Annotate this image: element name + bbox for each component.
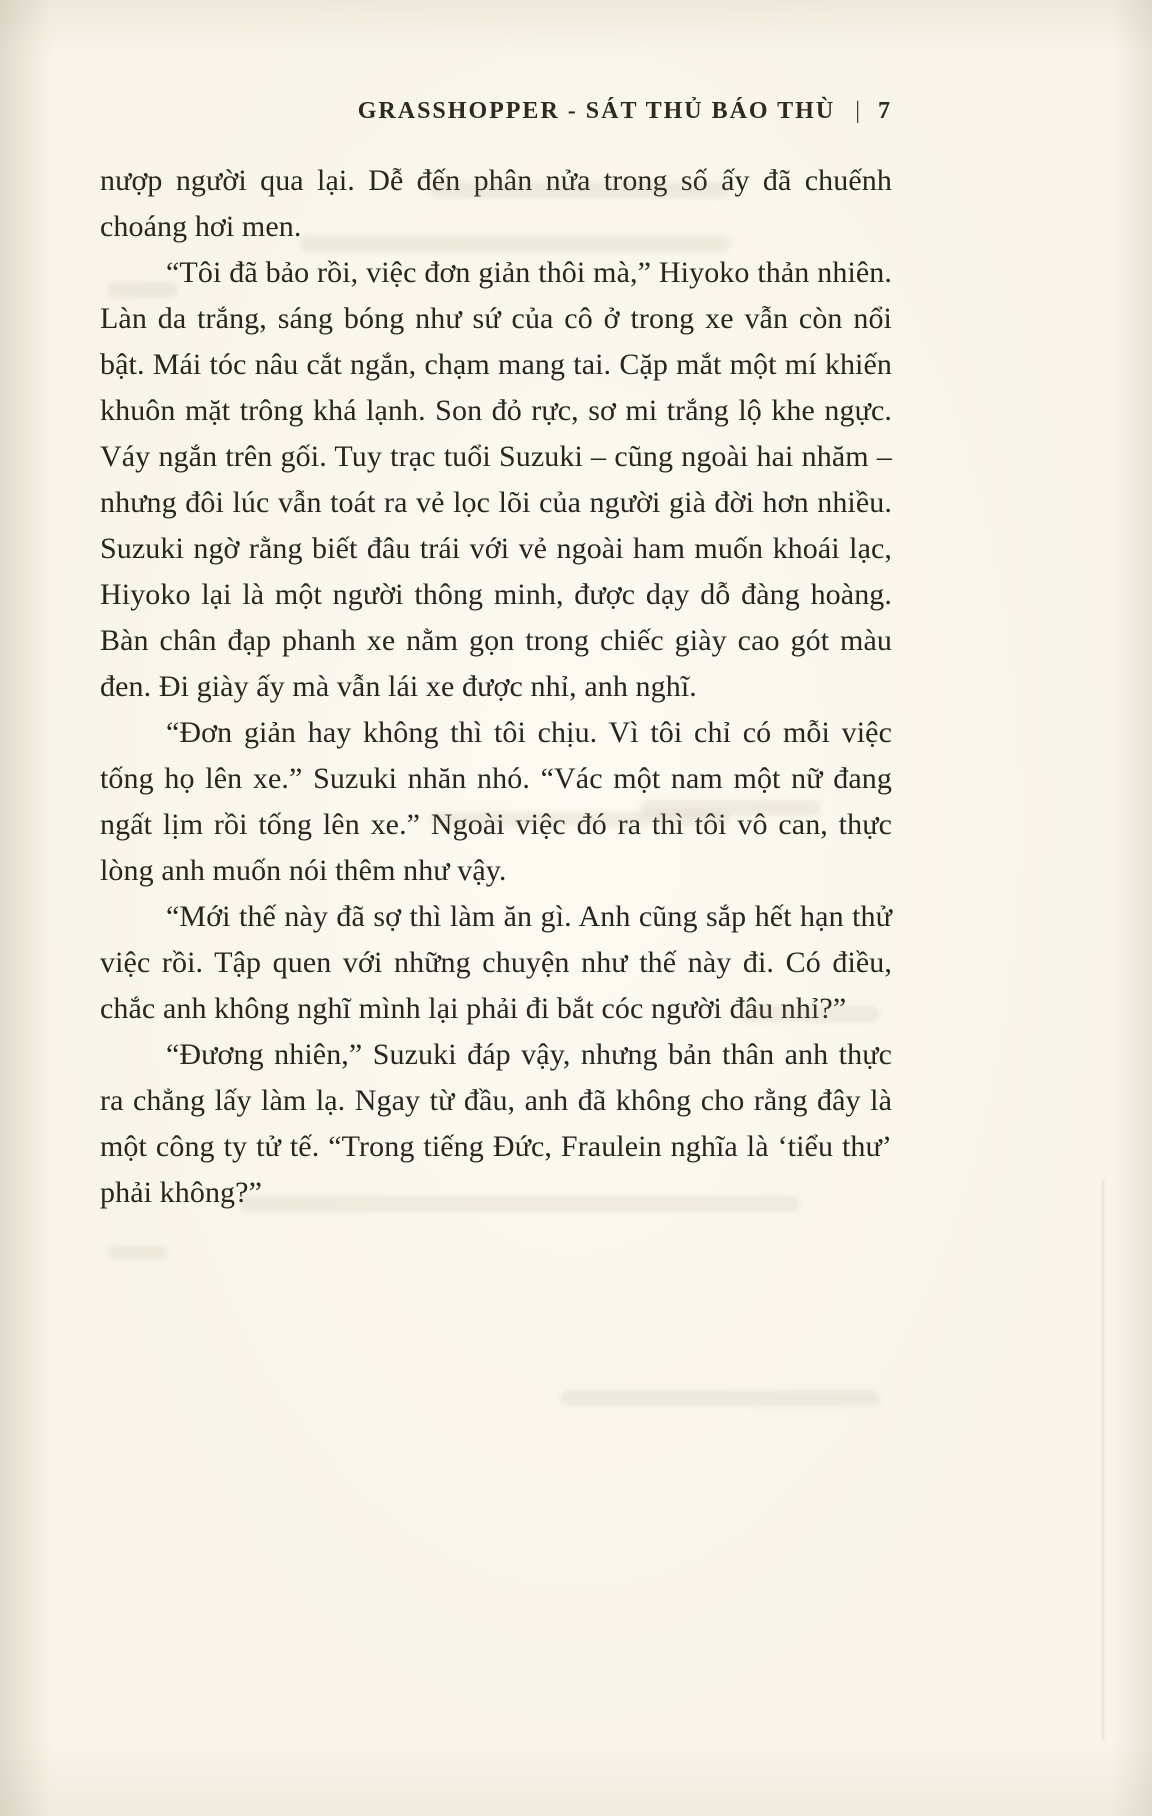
body-paragraph: “Tôi đã bảo rồi, việc đơn giản thôi mà,” Hiyoko thản nhiên. Làn da trắng, sáng bóng như sứ của cô ở trong xe vẫn còn nổi bật. Mái tóc nâu cắt ngắn, chạm mang tai. Cặp mắt một mí khiến khuôn mặt trông khá lạnh. Son đỏ rực, sơ mi trắng lộ khe ngực. Váy ngắn trên gối. Tuy trạc tuổi Suzuki – cũng ngoài hai nhăm – nhưng đôi lúc vẫn toát ra vẻ lọc lõi của người già đời hơn nhiều. Suzuki ngờ rằng biết đâu trái với vẻ ngoài ham muốn khoái lạc, Hiyoko lại là một người thông minh, được dạy dỗ đàng hoàng. Bàn chân đạp phanh xe nằm gọn trong chiếc giày cao gót màu đen. Đi giày ấy mà vẫn lái xe được nhỉ, anh nghĩ. (100, 256, 892, 703)
body-paragraph: “Đơn giản hay không thì tôi chịu. Vì tôi chỉ có mỗi việc tống họ lên xe.” Suzuki nhăn nhó. “Vác một nam một nữ đang ngất lịm rồi tống lên xe.” Ngoài việc đó ra thì tôi vô can, thực lòng anh muốn nói thêm như vậy. (100, 716, 892, 887)
body-text-block (100, 158, 892, 1216)
body-paragraph: nượp người qua lại. Dễ đến phân nửa trong số ấy đã chuếnh choáng hơi men. (100, 164, 892, 243)
bleed-through-artifact (560, 1390, 880, 1406)
book-title: GRASSHOPPER - SÁT THỦ BÁO THÙ (357, 98, 836, 124)
header-separator: | (855, 98, 862, 124)
body-paragraph: “Mới thế này đã sợ thì làm ăn gì. Anh cũng sắp hết hạn thử việc rồi. Tập quen với những chuyện như thế này đi. Có điều, chắc anh không nghĩ mình lại phải đi bắt cóc người đâu nhỉ?” (100, 900, 892, 1025)
page-number: 7 (878, 98, 890, 124)
body-paragraph: “Đương nhiên,” Suzuki đáp vậy, nhưng bản thân anh thực ra chẳng lấy làm lạ. Ngay từ đầu, anh đã không cho rằng đây là một công ty tử tế. “Trong tiếng Đức, Fraulein nghĩa là ‘tiểu thư’ phải không?” (100, 1038, 892, 1209)
bleed-through-artifact (108, 1246, 168, 1260)
running-header (100, 98, 890, 125)
